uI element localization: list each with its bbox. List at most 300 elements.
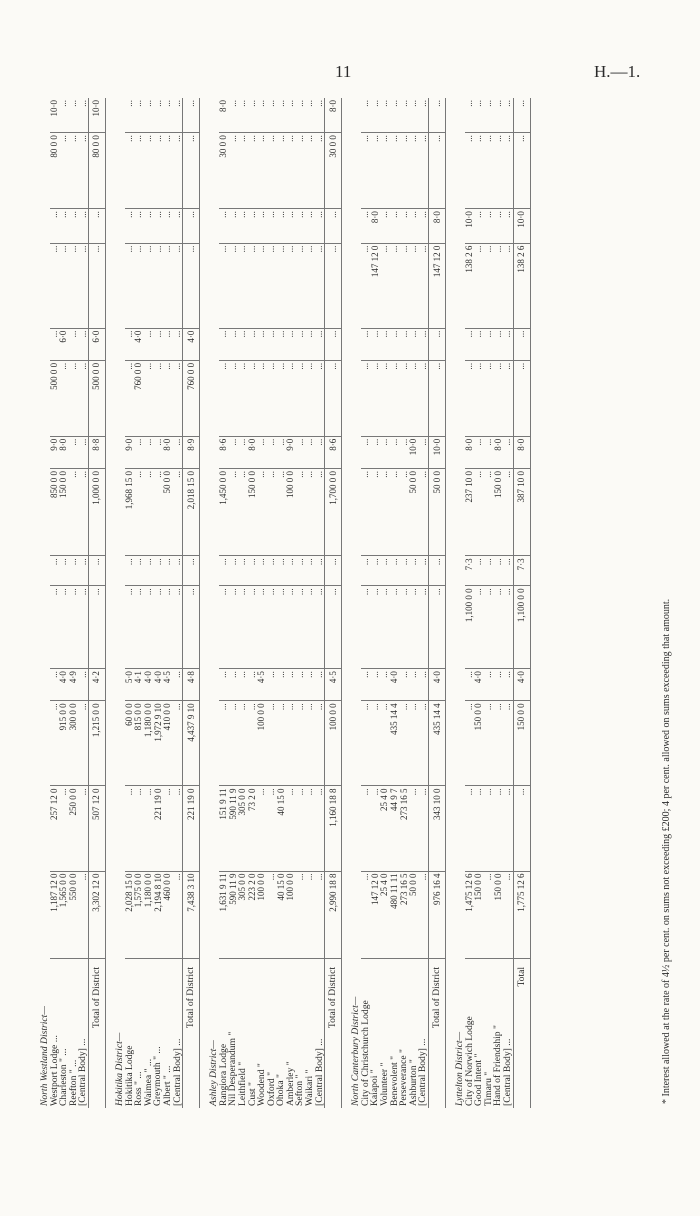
table-cell: ... (183, 556, 200, 586)
row-label: City of Norwich Lodge (463, 1016, 475, 1106)
table-cell: 8·0 (59, 436, 69, 468)
table-cell: ... (295, 133, 305, 209)
table-cell: 8·9 (183, 436, 200, 468)
table-cell: ... (295, 701, 305, 786)
table-cell: ... (305, 586, 315, 669)
table-cell: ... (183, 98, 200, 133)
table-cell: ... (134, 133, 144, 209)
table-cell: ... (78, 209, 88, 244)
table-cell: 221 19 0 (183, 786, 200, 871)
table-cell: ... (267, 669, 277, 701)
table-cell: 305 0 0 (238, 786, 248, 871)
row-label: Total (513, 958, 530, 1108)
table-cell: ... (59, 209, 69, 244)
table-cell: 1,180 0 0 (144, 871, 154, 958)
table-cell: 1,968 15 0 (125, 468, 135, 555)
table-cell: 50 0 0 (409, 468, 419, 555)
table-cell: ... (409, 701, 419, 786)
table-cell: ... (418, 871, 428, 958)
table-cell: 50 0 0 (163, 468, 173, 555)
table-cell: ... (399, 468, 409, 555)
table-cell: ... (219, 209, 229, 244)
row-label: Woodend " (256, 1063, 268, 1106)
table-cell: ... (513, 98, 530, 133)
table-cell: ... (276, 98, 286, 133)
table-cell: 1,565 0 0 (59, 871, 69, 958)
table-cell: 1,160 18 8 (325, 786, 342, 871)
table-cell: 976 16 4 (429, 871, 446, 958)
table-cell: ... (153, 436, 163, 468)
table-cell: ... (474, 360, 484, 436)
table-cell: ... (248, 328, 258, 360)
table-cell: ... (305, 556, 315, 586)
table-cell: ... (228, 133, 238, 209)
table-cell: ... (173, 786, 183, 871)
table-cell: ... (325, 243, 342, 328)
table-cell: ... (465, 786, 475, 871)
table-cell: ... (276, 468, 286, 555)
table-cell: ... (493, 669, 503, 701)
table-cell: ... (429, 133, 446, 209)
table-cell: ... (474, 786, 484, 871)
row-label: Ashburton " (407, 1059, 419, 1106)
table-cell: ... (125, 360, 135, 436)
table-cell: 150 0 0 (513, 701, 530, 786)
table-cell: 1,575 0 0 (134, 871, 144, 958)
table-cell: ... (493, 360, 503, 436)
table-cell: ... (163, 328, 173, 360)
table-cell: 150 0 0 (474, 871, 484, 958)
table-cell: 4·8 (183, 669, 200, 701)
table-cell: ... (315, 209, 325, 244)
table-cell: ... (409, 586, 419, 669)
table-cell: ... (315, 468, 325, 555)
table-cell: ... (173, 701, 183, 786)
table-cell: ... (503, 360, 513, 436)
table-cell: 250 0 0 (69, 786, 79, 871)
table-cell: ... (503, 871, 513, 958)
table-cell: ... (59, 98, 69, 133)
table-cell: 30 0 0 (325, 133, 342, 209)
table-cell: ... (153, 556, 163, 586)
table-cell: ... (418, 701, 428, 786)
table-cell: 915 0 0 (59, 701, 69, 786)
table-cell: ... (390, 586, 400, 669)
table-cell: ... (361, 468, 371, 555)
table-cell: ... (484, 871, 494, 958)
district-heading: North Canterbury District— (350, 996, 362, 1106)
table-cell: ... (173, 436, 183, 468)
table-cell: ... (361, 98, 371, 133)
table-cell: ... (153, 468, 163, 555)
table-cell: 4·0 (153, 669, 163, 701)
table-cell: ... (295, 328, 305, 360)
table-cell: ... (380, 98, 390, 133)
table-cell: ... (503, 243, 513, 328)
table-cell: ... (228, 209, 238, 244)
table-cell: ... (248, 243, 258, 328)
table-cell: ... (390, 556, 400, 586)
table-cell: 815 0 0 (134, 701, 144, 786)
table-cell: ... (78, 360, 88, 436)
district-total-row (513, 98, 530, 1108)
table-cell: ... (325, 360, 342, 436)
table-cell: ... (163, 133, 173, 209)
table-cell: ... (163, 360, 173, 436)
table-cell: ... (370, 586, 380, 669)
table-cell: ... (276, 328, 286, 360)
table-cell: 4·5 (163, 669, 173, 701)
table-cell: ... (418, 436, 428, 468)
table-cell: 760 0 0 (134, 360, 144, 436)
table-cell: ... (399, 556, 409, 586)
table-cell: 100 0 0 (286, 871, 296, 958)
table-cell: ... (305, 243, 315, 328)
table-row (315, 98, 325, 1108)
table-cell: ... (305, 98, 315, 133)
table-cell: ... (370, 98, 380, 133)
table-cell: ... (465, 701, 475, 786)
table-cell: ... (315, 243, 325, 328)
table-cell: ... (409, 669, 419, 701)
table-cell: ... (305, 669, 315, 701)
table-cell: ... (399, 243, 409, 328)
table-cell: 590 11 9 (228, 871, 238, 958)
table-cell: ... (474, 328, 484, 360)
table-cell: ... (238, 556, 248, 586)
table-cell: ... (257, 556, 267, 586)
table-cell: 151 9 11 (219, 786, 229, 871)
table-cell: 4·0 (390, 669, 400, 701)
table-cell: ... (153, 586, 163, 669)
table-cell: ... (257, 786, 267, 871)
table-cell: ... (325, 209, 342, 244)
table-cell: 4·0 (513, 669, 530, 701)
table-cell: ... (248, 586, 258, 669)
table-cell: 9·0 (286, 436, 296, 468)
table-cell: ... (503, 556, 513, 586)
table-cell: ... (125, 586, 135, 669)
table-cell: ... (361, 871, 371, 958)
spacer-row (105, 98, 115, 1108)
table-cell: ... (238, 669, 248, 701)
row-label: [Central Body] ... (171, 1038, 183, 1106)
table-cell: ... (276, 556, 286, 586)
table-cell: ... (380, 701, 390, 786)
table-cell: ... (305, 436, 315, 468)
table-cell: ... (88, 243, 105, 328)
spacer-row (446, 98, 456, 1108)
table-cell: ... (228, 556, 238, 586)
table-cell: ... (78, 243, 88, 328)
table-cell: ... (183, 133, 200, 209)
footnote: * Interest allowed at the rate of 4½ per cent. on sums not exceeding £200; 4 per cent. allowed on sums exceeding that amount. (661, 598, 672, 1104)
table-cell: ... (493, 328, 503, 360)
table-cell: 25 4 0 (380, 871, 390, 958)
table-cell: ... (409, 556, 419, 586)
table-cell: ... (248, 209, 258, 244)
table-cell: ... (484, 360, 494, 436)
table-cell: ... (50, 586, 60, 669)
table-cell: ... (257, 243, 267, 328)
table-cell: ... (238, 468, 248, 555)
table-cell: ... (183, 586, 200, 669)
table-cell: ... (409, 786, 419, 871)
table-cell: ... (267, 243, 277, 328)
table-cell: ... (228, 586, 238, 669)
table-cell: ... (315, 360, 325, 436)
table-cell: ... (370, 436, 380, 468)
table-cell: ... (238, 133, 248, 209)
table-cell: ... (69, 98, 79, 133)
table-cell: ... (78, 786, 88, 871)
row-label: Hokitika Lodge (123, 1045, 135, 1106)
table-cell: ... (267, 98, 277, 133)
table-cell: ... (429, 360, 446, 436)
table-cell: ... (238, 360, 248, 436)
table-row (390, 98, 400, 1108)
table-cell: 1,100 0 0 (513, 586, 530, 669)
table-cell: ... (399, 701, 409, 786)
table-cell: ... (503, 133, 513, 209)
table-cell: 7,438 3 10 (183, 871, 200, 958)
table-cell: 460 0 0 (163, 871, 173, 958)
table-cell: ... (78, 468, 88, 555)
table-cell: ... (267, 871, 277, 958)
table-cell: ... (399, 328, 409, 360)
table-cell: ... (248, 556, 258, 586)
table-cell: ... (173, 133, 183, 209)
table-cell: ... (173, 871, 183, 958)
row-label: Total of District (429, 958, 446, 1108)
table-cell: ... (315, 133, 325, 209)
table-cell: ... (380, 328, 390, 360)
table-cell: 410 0 0 (163, 701, 173, 786)
table-cell: 435 14 4 (429, 701, 446, 786)
table-cell: 300 0 0 (69, 701, 79, 786)
table-cell: 4·0 (144, 669, 154, 701)
table-cell: 4·1 (134, 669, 144, 701)
row-label: Total of District (183, 958, 200, 1108)
table-cell: 147 12 0 (429, 243, 446, 328)
table-cell: ... (390, 133, 400, 209)
row-label: Rangiora Lodge (217, 1043, 229, 1106)
table-cell: ... (380, 586, 390, 669)
table-cell: ... (409, 360, 419, 436)
table-cell: ... (380, 669, 390, 701)
table-cell: ... (267, 701, 277, 786)
table-cell: ... (144, 586, 154, 669)
table-cell: ... (219, 360, 229, 436)
table-cell: ... (219, 669, 229, 701)
row-label: Total of District (88, 958, 105, 1108)
row-label: Total of District (325, 958, 342, 1108)
district-heading: Hokitika District— (113, 1032, 125, 1106)
table-cell: ... (390, 209, 400, 244)
table-cell: ... (325, 328, 342, 360)
table-cell: ... (361, 786, 371, 871)
table-cell: 138 2 6 (513, 243, 530, 328)
page-number: 11 (335, 62, 352, 81)
table-cell: ... (399, 209, 409, 244)
row-label: [Central Body] ... (501, 1038, 513, 1106)
table-cell: ... (513, 328, 530, 360)
table-cell: ... (513, 360, 530, 436)
table-cell: ... (315, 669, 325, 701)
table-cell: ... (418, 669, 428, 701)
table-cell: ... (361, 436, 371, 468)
table-cell: ... (429, 586, 446, 669)
table-cell: ... (69, 133, 79, 209)
table-cell: ... (305, 360, 315, 436)
table-cell: ... (267, 468, 277, 555)
table-cell: ... (50, 328, 60, 360)
table-cell: 4·9 (69, 669, 79, 701)
table-cell: ... (257, 436, 267, 468)
table-row (78, 98, 88, 1108)
table-cell: ... (380, 209, 390, 244)
table-cell: 1,775 12 6 (513, 871, 530, 958)
table-cell: ... (409, 243, 419, 328)
table-cell: ... (484, 786, 494, 871)
table-row (267, 98, 277, 1108)
table-cell: 1,631 9 11 (219, 871, 229, 958)
table-cell: ... (493, 786, 503, 871)
table-cell: ... (286, 786, 296, 871)
table-cell: ... (276, 701, 286, 786)
table-cell: ... (513, 786, 530, 871)
table-cell: ... (267, 328, 277, 360)
table-cell: ... (59, 786, 69, 871)
table-cell: ... (418, 786, 428, 871)
table-cell: 50 0 0 (429, 468, 446, 555)
table-cell: ... (409, 133, 419, 209)
table-row (219, 98, 229, 1108)
table-row (361, 98, 371, 1108)
table-cell: ... (276, 133, 286, 209)
table-cell: ... (248, 133, 258, 209)
table-cell: 8·0 (325, 98, 342, 133)
table-cell: 507 12 0 (88, 786, 105, 871)
table-cell: ... (286, 556, 296, 586)
table-cell: 60 0 0 (125, 701, 135, 786)
table-cell: 8·8 (88, 436, 105, 468)
table-cell: ... (465, 98, 475, 133)
table-cell: ... (295, 98, 305, 133)
table-cell: 1,180 0 0 (144, 701, 154, 786)
table-cell: ... (144, 98, 154, 133)
table-cell: ... (238, 243, 248, 328)
table-cell: ... (125, 209, 135, 244)
table-cell: ... (228, 701, 238, 786)
table-cell: ... (493, 133, 503, 209)
row-label: [Central Body] ... (313, 1038, 325, 1106)
table-cell: ... (465, 328, 475, 360)
table-cell: ... (144, 360, 154, 436)
table-cell: ... (69, 243, 79, 328)
table-cell: ... (153, 133, 163, 209)
table-cell: ... (418, 468, 428, 555)
table-cell: ... (390, 360, 400, 436)
table-cell: ... (503, 669, 513, 701)
table-cell: ... (257, 209, 267, 244)
table-cell: 6·0 (59, 328, 69, 360)
table-cell: ... (125, 786, 135, 871)
table-cell: ... (257, 98, 267, 133)
table-cell: 10·0 (88, 98, 105, 133)
table-cell: 305 0 0 (238, 871, 248, 958)
table-cell: ... (399, 586, 409, 669)
table-cell: ... (305, 328, 315, 360)
table-cell: ... (370, 556, 380, 586)
table-cell: ... (484, 436, 494, 468)
table-cell: ... (361, 328, 371, 360)
district-total-row (325, 98, 342, 1108)
table-cell: ... (493, 586, 503, 669)
table-cell: ... (295, 669, 305, 701)
table-cell: ... (183, 243, 200, 328)
table-cell: 4·0 (474, 669, 484, 701)
table-cell: ... (465, 133, 475, 209)
table-cell: ... (228, 669, 238, 701)
table-cell: ... (267, 586, 277, 669)
table-cell: 7·3 (465, 556, 475, 586)
table-cell: ... (238, 586, 248, 669)
table-cell: 10·0 (429, 436, 446, 468)
table-cell: ... (286, 98, 296, 133)
table-cell: ... (503, 586, 513, 669)
table-cell: ... (503, 98, 513, 133)
table-row (418, 98, 428, 1108)
table-cell: ... (125, 556, 135, 586)
table-cell: 40 15 0 (276, 786, 286, 871)
table-cell: 100 0 0 (257, 701, 267, 786)
table-cell: ... (418, 360, 428, 436)
table-cell: ... (390, 468, 400, 555)
table-cell: ... (173, 243, 183, 328)
table-cell: 3,302 12 0 (88, 871, 105, 958)
table-cell: 10·0 (465, 209, 475, 244)
table-cell: ... (267, 786, 277, 871)
table-cell: ... (59, 360, 69, 436)
row-label: Timaru " (482, 1071, 494, 1106)
rotated-table-region (39, 98, 672, 1108)
table-cell: ... (370, 360, 380, 436)
table-cell: ... (295, 871, 305, 958)
table-cell: ... (153, 328, 163, 360)
spacer-row (200, 98, 210, 1108)
table-cell: ... (361, 243, 371, 328)
table-cell: ... (484, 468, 494, 555)
table-cell: ... (305, 786, 315, 871)
table-cell: ... (465, 360, 475, 436)
table-cell: 147 12 0 (370, 871, 380, 958)
table-cell: ... (493, 209, 503, 244)
table-cell: ... (286, 701, 296, 786)
table-cell: ... (163, 98, 173, 133)
table-cell: ... (134, 209, 144, 244)
table-cell: ... (370, 701, 380, 786)
table-cell: ... (315, 871, 325, 958)
table-cell: ... (484, 556, 494, 586)
table-cell: ... (173, 586, 183, 669)
table-cell: ... (325, 556, 342, 586)
table-cell: ... (370, 786, 380, 871)
table-cell: ... (173, 328, 183, 360)
table-cell: ... (390, 98, 400, 133)
table-cell: ... (153, 209, 163, 244)
table-cell: ... (50, 209, 60, 244)
